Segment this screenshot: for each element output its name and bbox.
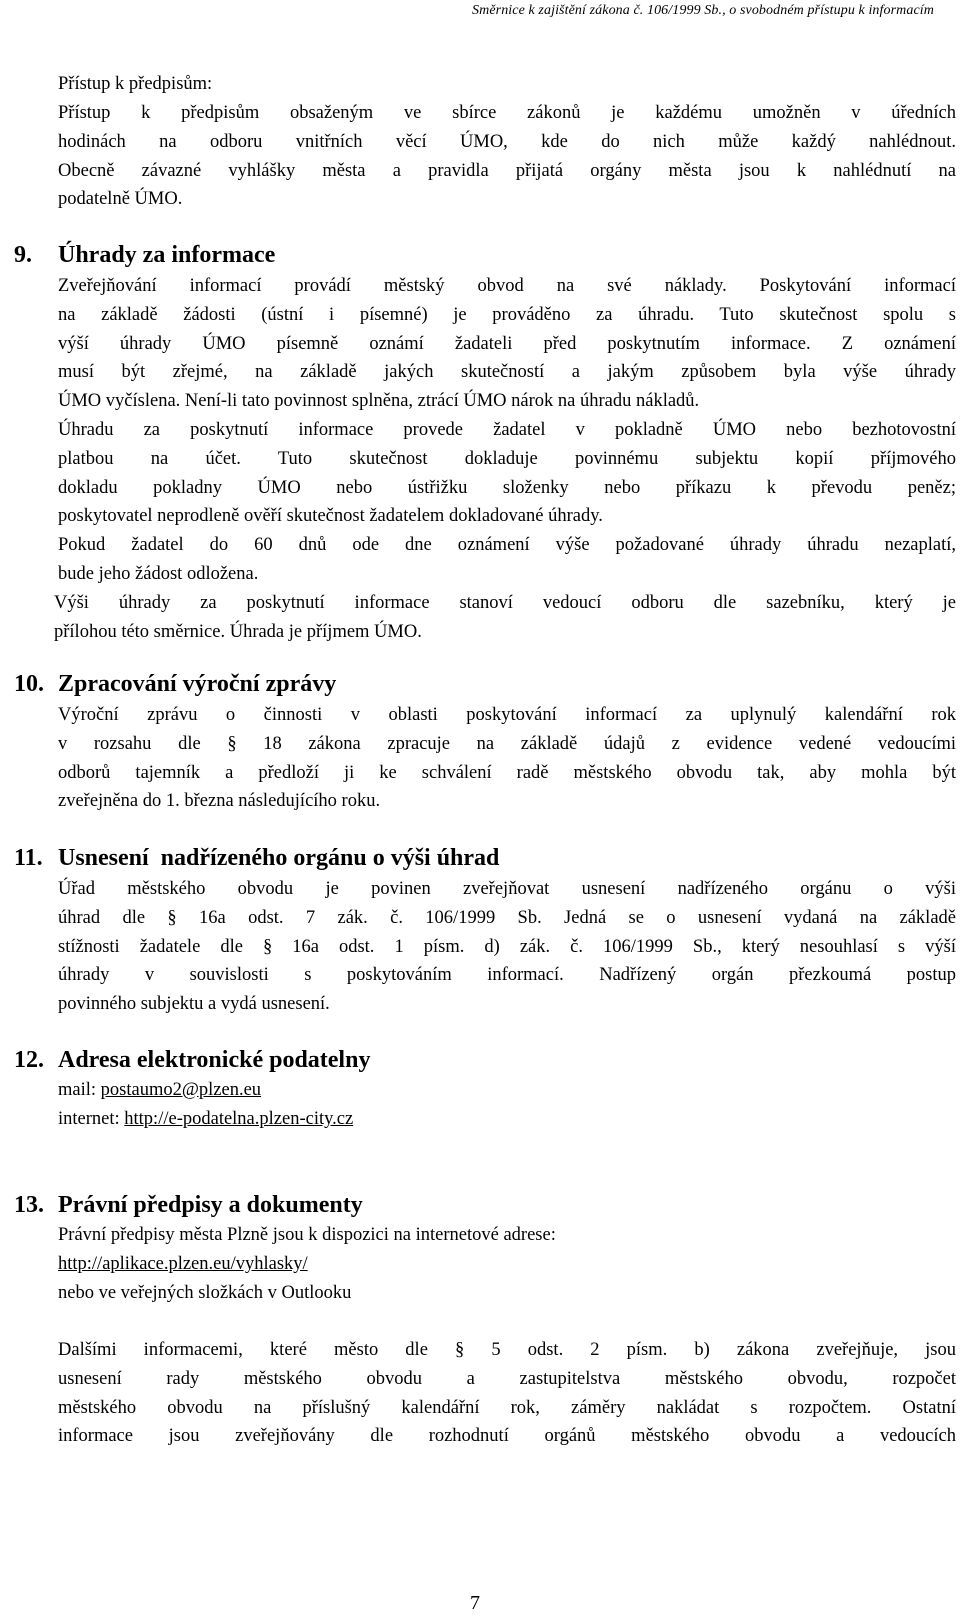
text-line: v rozsahu dle § 18 zákona zpracuje na základě údajů z evidence vedené vedoucími <box>58 733 956 754</box>
text-line: povinného subjektu a vydá usnesení. <box>58 994 330 1015</box>
internet-link[interactable]: http://e-podatelna.plzen-city.cz <box>124 1108 354 1129</box>
text-line: městského obvodu na příslušný kalendářní rok, záměry nakládat s rozpočtem. Ostatní <box>58 1397 956 1418</box>
section-13-paragraph-2 <box>58 1336 956 1451</box>
section-9-heading <box>14 240 275 270</box>
section-number: 11. <box>14 845 43 871</box>
running-header: Směrnice k zajištění zákona č. 106/1999 Sb., o svobodném přístupu k informacím <box>472 3 934 18</box>
section-title: Adresa elektronické podatelny <box>58 1047 371 1073</box>
text-line: bude jeho žádost odložena. <box>58 563 259 584</box>
section-9-paragraph-2 <box>58 416 956 531</box>
section-title: Usnesení nadřízeného orgánu o výši úhrad <box>58 845 500 871</box>
text-line: výší úhrady ÚMO písemně oznámí žadateli před poskytnutím informace. Z oznámení <box>58 333 956 354</box>
section-9-paragraph-4 <box>54 589 956 647</box>
section-title: Právní předpisy a dokumenty <box>58 1192 363 1218</box>
page-number: 7 <box>470 1592 480 1614</box>
text-line: informace jsou zveřejňovány dle rozhodnutí orgánů městského obvodu a vedoucích <box>58 1426 956 1447</box>
section-10-paragraph <box>58 701 956 816</box>
internet-line <box>58 1105 956 1134</box>
section-10-heading <box>14 669 336 699</box>
section-number: 13. <box>14 1192 44 1218</box>
section-9-paragraph-1 <box>58 272 956 416</box>
text-line: stížnosti žadatele dle § 16a odst. 1 písm. d) zák. č. 106/1999 Sb., který nesouhlasí s výší <box>58 936 956 957</box>
internet-label: internet: <box>58 1108 125 1129</box>
section-13-intro <box>58 1221 956 1307</box>
text-line: Výroční zprávu o činnosti v oblasti poskytování informací za uplynulý kalendářní rok <box>58 705 956 725</box>
section-9-paragraph-3 <box>58 531 956 589</box>
section-number: 10. <box>14 671 44 697</box>
section-number: 9. <box>14 242 32 268</box>
text-line: zveřejněna do 1. března následujícího roku. <box>58 791 381 812</box>
section-13-heading <box>14 1190 363 1220</box>
text-line: Úřad městského obvodu je povinen zveřejňovat usnesení nadřízeného orgánu o výši <box>58 879 956 899</box>
text-line: Výši úhrady za poskytnutí informace stanoví vedoucí odboru dle sazebníku, který je <box>54 593 956 613</box>
text-line: odborů tajemník a předloží ji ke schválení radě městského obvodu tak, aby mohla být <box>58 762 956 783</box>
text-line: usnesení rady městského obvodu a zastupitelstva městského obvodu, rozpočet <box>58 1368 956 1389</box>
text-line: podatelně ÚMO. <box>58 189 183 210</box>
text-line: platbou na účet. Tuto skutečnost dokladuje povinnému subjektu kopií příjmového <box>58 448 956 469</box>
text-line: Obecně závazné vyhlášky města a pravidla přijatá orgány města jsou k nahlédnutí na <box>58 160 956 181</box>
mail-link[interactable]: postaumo2@plzen.eu <box>100 1080 262 1100</box>
text-line: Pokud žadatel do 60 dnů ode dne oznámení výše požadované úhrady úhradu nezaplatí, <box>58 535 956 555</box>
section-number: 12. <box>14 1047 44 1073</box>
text-line: poskytovatel neprodleně ověří skutečnost žadatelem dokladované úhrady. <box>58 506 603 527</box>
section-11-heading <box>14 843 499 873</box>
text-line: na základě žádosti (ústní i písemné) je prováděno za úhradu. Tuto skutečnost spolu s <box>58 304 956 325</box>
text-line: úhrad dle § 16a odst. 7 zák. č. 106/1999 Sb. Jedná se o usnesení vydaná na základě <box>58 907 956 928</box>
text-line: Právní předpisy města Plzně jsou k dispozici na internetové adrese: <box>58 1225 556 1245</box>
text-line: přílohou této směrnice. Úhrada je příjmem ÚMO. <box>54 621 422 642</box>
section-title: Zpracování výroční zprávy <box>58 671 337 697</box>
access-title: Přístup k předpisům: <box>58 74 213 94</box>
text-line: nebo ve veřejných složkách v Outlooku <box>58 1282 352 1303</box>
text-line: úhrady v souvislosti s poskytováním informací. Nadřízený orgán přezkoumá postup <box>58 965 956 986</box>
text-line: dokladu pokladny ÚMO nebo ústřižku složenky nebo příkazu k převodu peněz; <box>58 477 956 498</box>
section-12-body <box>58 1076 956 1134</box>
vyhlasky-link[interactable]: http://aplikace.plzen.eu/vyhlasky/ <box>58 1253 308 1274</box>
mail-label: mail: <box>58 1080 101 1100</box>
text-line: Přístup k předpisům obsaženým ve sbírce zákonů je každému umožněn v úředních <box>58 103 956 123</box>
section-title: Úhrady za informace <box>58 242 276 268</box>
text-line: Dalšími informacemi, které město dle § 5 odst. 2 písm. b) zákona zveřejňuje, jsou <box>58 1340 956 1360</box>
text-line: Úhradu za poskytnutí informace provede žadatel v pokladně ÚMO nebo bezhotovostní <box>58 420 956 440</box>
section-12-heading <box>14 1045 370 1075</box>
text-line: musí být zřejmé, na základě jakých skutečností a jakým způsobem byla výše úhrady <box>58 362 956 383</box>
text-line: ÚMO vyčíslena. Není-li tato povinnost splněna, ztrácí ÚMO nárok na úhradu nákladů. <box>58 391 700 412</box>
section-11-paragraph <box>58 875 956 1019</box>
text-line: Zveřejňování informací provádí městský obvod na své náklady. Poskytování informací <box>58 276 956 296</box>
mail-line <box>58 1076 956 1105</box>
access-paragraph <box>58 99 956 214</box>
text-line: hodinách na odboru vnitřních věcí ÚMO, kde do nich může každý nahlédnout. <box>58 131 956 152</box>
